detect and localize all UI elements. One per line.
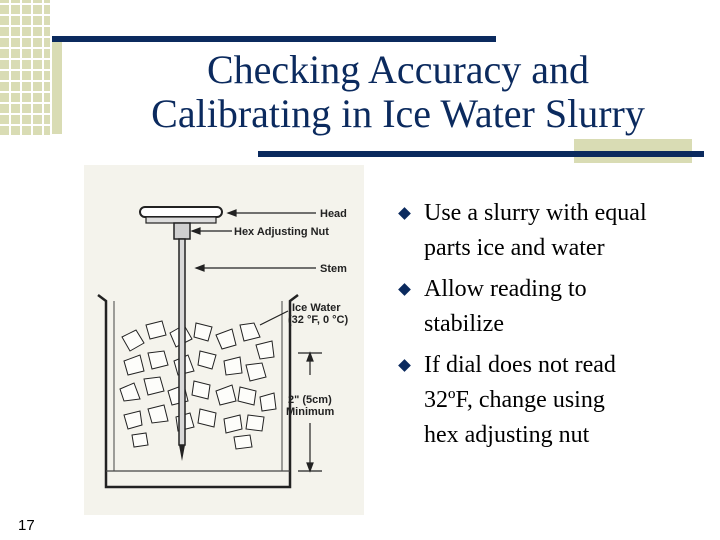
diamond-bullet-icon — [398, 283, 411, 296]
title-rule-accent — [52, 42, 62, 134]
bullet-line: parts ice and water — [424, 235, 605, 261]
bullet-line: If dial does not read — [424, 352, 616, 378]
page-number: 17 — [18, 517, 35, 534]
label-depth-min: Minimum — [286, 406, 335, 418]
bullet-line: Allow reading to — [424, 276, 587, 302]
bullet-item — [400, 348, 715, 453]
slide-title-line1: Checking Accuracy and — [206, 47, 590, 92]
hex-adjusting-nut-icon — [174, 223, 190, 239]
thermometer-head-rim — [146, 217, 216, 223]
label-ice-water: Ice Water — [292, 302, 341, 314]
label-depth-value: 2" (5cm) — [288, 394, 332, 406]
label-stem: Stem — [320, 263, 347, 275]
thermometer-head — [140, 207, 222, 217]
decorative-grid-strip — [0, 0, 50, 135]
label-hex-nut: Hex Adjusting Nut — [234, 226, 329, 238]
thermometer-calibration-diagram — [84, 165, 364, 515]
diamond-bullet-icon — [398, 359, 411, 372]
thermometer-stem — [179, 239, 185, 445]
bullet-item — [400, 272, 715, 342]
bullet-line: hex adjusting nut — [424, 422, 590, 448]
bullet-item — [400, 196, 715, 266]
diamond-bullet-icon — [398, 207, 411, 220]
bullet-list — [400, 196, 715, 459]
bullet-line: stabilize — [424, 311, 504, 337]
label-ice-water-temp: (32 °F, 0 °C) — [288, 314, 349, 326]
slide-title — [108, 48, 688, 136]
label-head: Head — [320, 208, 347, 220]
slide-title-line2: Calibrating in Ice Water Slurry — [151, 91, 645, 136]
bullet-line: 32ºF, change using — [424, 387, 605, 413]
bullet-line: Use a slurry with equal — [424, 200, 647, 226]
title-rule-top — [52, 36, 496, 42]
title-rule-bottom — [258, 151, 704, 157]
